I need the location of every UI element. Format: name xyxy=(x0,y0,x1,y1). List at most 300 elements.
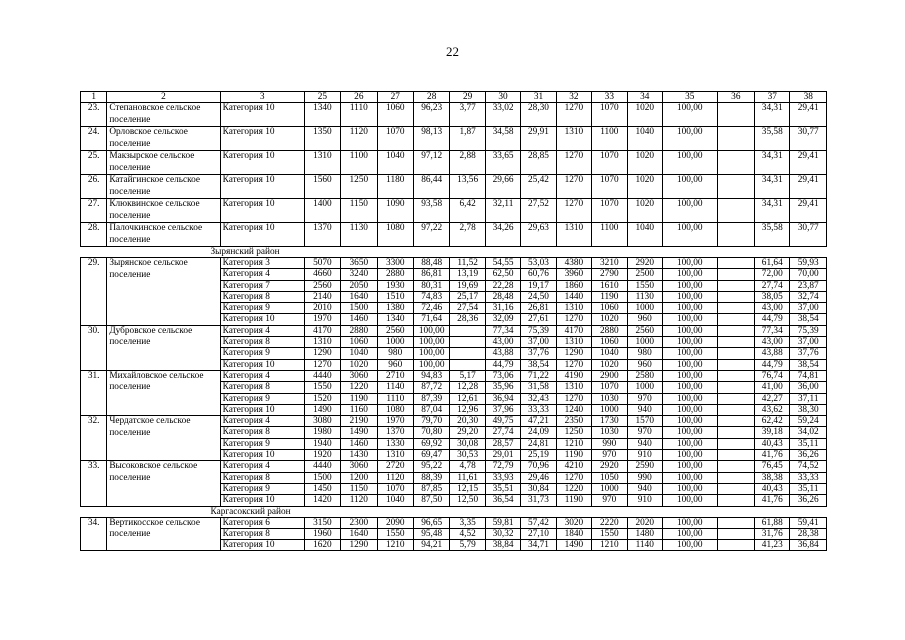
value-cell: 75,39 xyxy=(790,325,827,336)
value-cell: 3060 xyxy=(341,461,377,472)
category-cell: Категория 4 xyxy=(220,416,304,427)
value-cell: 87,85 xyxy=(413,483,449,494)
value-cell: 33,65 xyxy=(485,151,520,175)
value-cell: 1210 xyxy=(556,438,591,449)
value-cell: 100,00 xyxy=(662,393,717,404)
value-cell: 61,64 xyxy=(755,258,790,269)
value-cell: 2560 xyxy=(304,280,340,291)
header-cell: 36 xyxy=(717,92,754,103)
value-cell: 34,31 xyxy=(755,175,790,199)
value-cell: 3960 xyxy=(556,269,591,280)
value-cell: 1460 xyxy=(341,438,377,449)
value-cell: 43,00 xyxy=(485,337,520,348)
value-cell: 1370 xyxy=(377,427,413,438)
value-cell: 11,52 xyxy=(450,258,485,269)
value-cell: 59,24 xyxy=(790,416,827,427)
value-cell: 3020 xyxy=(556,517,591,528)
value-cell: 80,31 xyxy=(413,280,449,291)
value-cell: 1020 xyxy=(627,175,662,199)
value-cell: 74,81 xyxy=(790,370,827,381)
value-cell: 1000 xyxy=(377,337,413,348)
value-cell: 29,46 xyxy=(521,472,556,483)
value-cell: 19,17 xyxy=(521,280,556,291)
value-cell: 1290 xyxy=(556,348,591,359)
value-cell: 70,00 xyxy=(790,269,827,280)
value-cell: 37,76 xyxy=(790,348,827,359)
value-cell: 37,00 xyxy=(790,303,827,314)
value-cell: 940 xyxy=(627,438,662,449)
value-cell: 100,00 xyxy=(662,337,717,348)
value-cell xyxy=(717,450,754,461)
value-cell: 100,00 xyxy=(662,438,717,449)
value-cell: 100,00 xyxy=(662,303,717,314)
value-cell: 1200 xyxy=(341,472,377,483)
value-cell: 1190 xyxy=(592,291,627,302)
value-cell: 3060 xyxy=(341,370,377,381)
value-cell: 72,79 xyxy=(485,461,520,472)
value-cell: 27,74 xyxy=(755,280,790,291)
value-cell: 1270 xyxy=(556,314,591,325)
value-cell: 31,76 xyxy=(755,528,790,539)
value-cell: 43,88 xyxy=(755,348,790,359)
value-cell: 1000 xyxy=(627,382,662,393)
value-cell: 100,00 xyxy=(662,175,717,199)
value-cell: 41,23 xyxy=(755,540,790,551)
value-cell: 100,00 xyxy=(662,495,717,506)
value-cell: 35,58 xyxy=(755,223,790,247)
value-cell: 100,00 xyxy=(662,325,717,336)
header-cell: 26 xyxy=(341,92,377,103)
header-cell: 27 xyxy=(377,92,413,103)
value-cell: 86,81 xyxy=(413,269,449,280)
value-cell: 38,05 xyxy=(755,291,790,302)
value-cell xyxy=(717,258,754,269)
value-cell: 970 xyxy=(592,450,627,461)
value-cell: 87,04 xyxy=(413,404,449,415)
value-cell: 2,78 xyxy=(450,223,485,247)
settlement-name: Михайловское сельское поселение xyxy=(107,370,220,415)
category-cell: Категория 10 xyxy=(220,175,304,199)
value-cell: 1500 xyxy=(304,472,340,483)
value-cell: 1460 xyxy=(341,314,377,325)
value-cell: 1000 xyxy=(592,404,627,415)
category-cell: Категория 10 xyxy=(220,127,304,151)
value-cell: 3210 xyxy=(592,258,627,269)
header-cell: 33 xyxy=(592,92,627,103)
value-cell: 1080 xyxy=(377,223,413,247)
table-row xyxy=(81,325,827,336)
value-cell: 1150 xyxy=(341,199,377,223)
value-cell: 27,54 xyxy=(450,303,485,314)
value-cell: 910 xyxy=(627,495,662,506)
value-cell: 38,84 xyxy=(485,540,520,551)
value-cell: 33,93 xyxy=(485,472,520,483)
settlement-name: Дубровское сельское поселение xyxy=(107,325,220,370)
value-cell: 1030 xyxy=(592,427,627,438)
value-cell: 1290 xyxy=(304,348,340,359)
value-cell: 1440 xyxy=(556,291,591,302)
value-cell: 29,20 xyxy=(450,427,485,438)
value-cell: 34,31 xyxy=(755,103,790,127)
value-cell: 29,41 xyxy=(790,103,827,127)
value-cell: 20,30 xyxy=(450,416,485,427)
value-cell: 1560 xyxy=(304,175,340,199)
value-cell: 1310 xyxy=(377,450,413,461)
value-cell xyxy=(717,382,754,393)
value-cell: 41,76 xyxy=(755,495,790,506)
value-cell: 100,00 xyxy=(662,127,717,151)
header-cell: 29 xyxy=(450,92,485,103)
value-cell xyxy=(717,151,754,175)
value-cell: 28,38 xyxy=(790,528,827,539)
category-cell: Категория 8 xyxy=(220,528,304,539)
value-cell: 30,84 xyxy=(521,483,556,494)
value-cell: 59,41 xyxy=(790,517,827,528)
value-cell: 100,00 xyxy=(662,517,717,528)
value-cell: 37,96 xyxy=(485,404,520,415)
row-number: 32. xyxy=(81,416,107,461)
value-cell: 43,00 xyxy=(755,303,790,314)
value-cell xyxy=(717,314,754,325)
value-cell: 1020 xyxy=(592,359,627,370)
value-cell: 93,58 xyxy=(413,199,449,223)
value-cell: 12,15 xyxy=(450,483,485,494)
value-cell: 47,21 xyxy=(521,416,556,427)
value-cell: 1190 xyxy=(556,450,591,461)
category-cell: Категория 9 xyxy=(220,483,304,494)
settlement-name: Высоковское сельское поселение xyxy=(107,461,220,506)
value-cell: 1050 xyxy=(592,472,627,483)
value-cell: 2880 xyxy=(377,269,413,280)
category-cell: Категория 9 xyxy=(220,303,304,314)
value-cell: 2140 xyxy=(304,291,340,302)
value-cell: 44,79 xyxy=(485,359,520,370)
value-cell: 1250 xyxy=(341,175,377,199)
category-cell: Категория 8 xyxy=(220,472,304,483)
category-cell: Категория 9 xyxy=(220,348,304,359)
value-cell: 76,74 xyxy=(755,370,790,381)
value-cell: 40,43 xyxy=(755,438,790,449)
value-cell: 1520 xyxy=(304,393,340,404)
category-cell: Категория 10 xyxy=(220,223,304,247)
value-cell: 31,16 xyxy=(485,303,520,314)
header-cell: 2 xyxy=(107,92,220,103)
value-cell: 25,19 xyxy=(521,450,556,461)
value-cell: 60,76 xyxy=(521,269,556,280)
value-cell: 1020 xyxy=(592,314,627,325)
row-number: 31. xyxy=(81,370,107,415)
header-cell: 28 xyxy=(413,92,449,103)
category-cell: Категория 10 xyxy=(220,199,304,223)
table-row xyxy=(81,258,827,269)
value-cell: 29,66 xyxy=(485,175,520,199)
table-row xyxy=(81,416,827,427)
value-cell xyxy=(717,348,754,359)
header-cell: 38 xyxy=(790,92,827,103)
value-cell: 73,06 xyxy=(485,370,520,381)
value-cell: 100,00 xyxy=(413,348,449,359)
row-number: 27. xyxy=(81,199,107,223)
category-cell: Категория 10 xyxy=(220,314,304,325)
value-cell xyxy=(717,427,754,438)
value-cell: 4170 xyxy=(556,325,591,336)
category-cell: Категория 8 xyxy=(220,427,304,438)
value-cell: 1070 xyxy=(592,199,627,223)
category-cell: Категория 4 xyxy=(220,269,304,280)
value-cell xyxy=(717,404,754,415)
value-cell: 1430 xyxy=(341,450,377,461)
value-cell xyxy=(450,325,485,336)
row-number: 33. xyxy=(81,461,107,506)
value-cell: 59,93 xyxy=(790,258,827,269)
category-cell: Категория 8 xyxy=(220,337,304,348)
value-cell: 1310 xyxy=(304,337,340,348)
value-cell: 1130 xyxy=(341,223,377,247)
value-cell: 100,00 xyxy=(662,199,717,223)
settlement-name: Катайгинское сельское поселение xyxy=(107,175,220,199)
value-cell: 100,00 xyxy=(662,348,717,359)
value-cell: 35,96 xyxy=(485,382,520,393)
value-cell: 1060 xyxy=(592,337,627,348)
value-cell: 1270 xyxy=(304,359,340,370)
table-row xyxy=(81,370,827,381)
value-cell: 990 xyxy=(627,472,662,483)
value-cell: 62,50 xyxy=(485,269,520,280)
value-cell: 33,02 xyxy=(485,103,520,127)
value-cell: 1070 xyxy=(592,103,627,127)
value-cell: 25,42 xyxy=(521,175,556,199)
value-cell: 41,00 xyxy=(755,382,790,393)
value-cell: 29,41 xyxy=(790,151,827,175)
region-label: Каргасокский район xyxy=(81,506,827,517)
value-cell: 1310 xyxy=(556,223,591,247)
value-cell: 4,52 xyxy=(450,528,485,539)
value-cell: 2590 xyxy=(627,461,662,472)
settlement-name: Степановское сельское поселение xyxy=(107,103,220,127)
value-cell: 1380 xyxy=(377,303,413,314)
value-cell: 1000 xyxy=(627,303,662,314)
value-cell xyxy=(717,103,754,127)
value-cell: 30,08 xyxy=(450,438,485,449)
value-cell: 72,46 xyxy=(413,303,449,314)
value-cell: 34,58 xyxy=(485,127,520,151)
value-cell: 1480 xyxy=(627,528,662,539)
value-cell: 1400 xyxy=(304,199,340,223)
value-cell: 71,64 xyxy=(413,314,449,325)
region-row xyxy=(81,506,827,517)
category-cell: Категория 8 xyxy=(220,382,304,393)
value-cell: 1610 xyxy=(592,280,627,291)
value-cell: 100,00 xyxy=(413,359,449,370)
row-number: 30. xyxy=(81,325,107,370)
category-cell: Категория 10 xyxy=(220,540,304,551)
value-cell: 960 xyxy=(627,359,662,370)
value-cell: 38,54 xyxy=(790,359,827,370)
value-cell: 1040 xyxy=(377,151,413,175)
value-cell: 31,58 xyxy=(521,382,556,393)
value-cell: 1,87 xyxy=(450,127,485,151)
value-cell: 35,58 xyxy=(755,127,790,151)
value-cell: 25,17 xyxy=(450,291,485,302)
value-cell: 1030 xyxy=(592,393,627,404)
value-cell: 1070 xyxy=(377,483,413,494)
value-cell: 100,00 xyxy=(662,280,717,291)
value-cell: 44,79 xyxy=(755,359,790,370)
value-cell: 1220 xyxy=(556,483,591,494)
value-cell: 1510 xyxy=(377,291,413,302)
value-cell: 1310 xyxy=(556,337,591,348)
value-cell: 4190 xyxy=(556,370,591,381)
value-cell xyxy=(717,540,754,551)
row-number: 23. xyxy=(81,103,107,127)
category-cell: Категория 9 xyxy=(220,438,304,449)
value-cell: 22,28 xyxy=(485,280,520,291)
value-cell: 1550 xyxy=(592,528,627,539)
value-cell: 40,43 xyxy=(755,483,790,494)
value-cell: 43,62 xyxy=(755,404,790,415)
value-cell: 2560 xyxy=(627,325,662,336)
value-cell: 100,00 xyxy=(662,450,717,461)
value-cell: 1040 xyxy=(627,127,662,151)
value-cell: 1270 xyxy=(556,175,591,199)
value-cell: 87,72 xyxy=(413,382,449,393)
value-cell: 59,81 xyxy=(485,517,520,528)
value-cell: 2020 xyxy=(627,517,662,528)
value-cell: 1340 xyxy=(304,103,340,127)
value-cell: 100,00 xyxy=(662,103,717,127)
table-row xyxy=(81,127,827,151)
value-cell: 2900 xyxy=(592,370,627,381)
value-cell: 4210 xyxy=(556,461,591,472)
value-cell: 1000 xyxy=(592,483,627,494)
value-cell: 36,84 xyxy=(790,540,827,551)
value-cell xyxy=(717,303,754,314)
value-cell xyxy=(717,517,754,528)
value-cell: 1140 xyxy=(377,382,413,393)
value-cell: 1150 xyxy=(341,483,377,494)
header-cell: 35 xyxy=(662,92,717,103)
value-cell: 100,00 xyxy=(662,382,717,393)
value-cell: 5070 xyxy=(304,258,340,269)
value-cell: 57,42 xyxy=(521,517,556,528)
value-cell: 970 xyxy=(627,427,662,438)
value-cell: 1270 xyxy=(556,151,591,175)
category-cell: Категория 10 xyxy=(220,151,304,175)
value-cell: 70,96 xyxy=(521,461,556,472)
value-cell: 1120 xyxy=(377,472,413,483)
value-cell: 34,31 xyxy=(755,151,790,175)
value-cell: 86,44 xyxy=(413,175,449,199)
value-cell: 1290 xyxy=(341,540,377,551)
value-cell: 100,00 xyxy=(662,461,717,472)
value-cell: 910 xyxy=(627,450,662,461)
region-label: Зырянский район xyxy=(81,247,827,258)
value-cell: 29,63 xyxy=(521,223,556,247)
value-cell: 38,30 xyxy=(790,404,827,415)
value-cell: 1270 xyxy=(556,103,591,127)
value-cell: 1940 xyxy=(304,438,340,449)
category-cell: Категория 10 xyxy=(220,495,304,506)
value-cell: 1090 xyxy=(377,199,413,223)
value-cell: 1060 xyxy=(341,337,377,348)
value-cell: 100,00 xyxy=(662,404,717,415)
value-cell: 100,00 xyxy=(662,151,717,175)
value-cell: 1340 xyxy=(377,314,413,325)
value-cell: 34,02 xyxy=(790,427,827,438)
value-cell: 1620 xyxy=(304,540,340,551)
value-cell: 72,00 xyxy=(755,269,790,280)
value-cell: 1350 xyxy=(304,127,340,151)
value-cell: 1080 xyxy=(377,404,413,415)
value-cell: 94,21 xyxy=(413,540,449,551)
value-cell: 94,83 xyxy=(413,370,449,381)
value-cell: 29,41 xyxy=(790,175,827,199)
table-row xyxy=(81,103,827,127)
value-cell: 11,61 xyxy=(450,472,485,483)
value-cell: 100,00 xyxy=(662,370,717,381)
value-cell: 1140 xyxy=(627,540,662,551)
page-number: 22 xyxy=(446,44,459,59)
value-cell: 38,54 xyxy=(521,359,556,370)
value-cell: 36,54 xyxy=(485,495,520,506)
value-cell: 1270 xyxy=(556,199,591,223)
value-cell: 36,00 xyxy=(790,382,827,393)
value-cell: 74,83 xyxy=(413,291,449,302)
header-row xyxy=(81,92,827,103)
value-cell: 35,11 xyxy=(790,438,827,449)
value-cell: 28,85 xyxy=(521,151,556,175)
category-cell: Категория 10 xyxy=(220,359,304,370)
value-cell: 36,94 xyxy=(485,393,520,404)
value-cell xyxy=(717,528,754,539)
category-cell: Категория 3 xyxy=(220,258,304,269)
value-cell xyxy=(717,280,754,291)
value-cell: 96,65 xyxy=(413,517,449,528)
value-cell: 77,34 xyxy=(755,325,790,336)
header-cell: 3 xyxy=(220,92,304,103)
value-cell: 95,22 xyxy=(413,461,449,472)
value-cell: 1190 xyxy=(341,393,377,404)
value-cell: 76,45 xyxy=(755,461,790,472)
tariff-table xyxy=(80,91,827,551)
value-cell: 69,92 xyxy=(413,438,449,449)
category-cell: Категория 4 xyxy=(220,370,304,381)
value-cell: 41,76 xyxy=(755,450,790,461)
value-cell: 24,50 xyxy=(521,291,556,302)
value-cell: 1840 xyxy=(556,528,591,539)
value-cell: 1490 xyxy=(341,427,377,438)
value-cell: 100,00 xyxy=(662,359,717,370)
value-cell: 30,32 xyxy=(485,528,520,539)
value-cell: 2,88 xyxy=(450,151,485,175)
value-cell: 970 xyxy=(627,393,662,404)
value-cell: 37,76 xyxy=(521,348,556,359)
category-cell: Категория 7 xyxy=(220,280,304,291)
value-cell: 29,41 xyxy=(790,199,827,223)
value-cell: 100,00 xyxy=(662,472,717,483)
value-cell: 13,56 xyxy=(450,175,485,199)
value-cell: 2090 xyxy=(377,517,413,528)
value-cell: 1420 xyxy=(304,495,340,506)
settlement-name: Орловское сельское поселение xyxy=(107,127,220,151)
value-cell: 100,00 xyxy=(662,269,717,280)
value-cell: 1270 xyxy=(556,393,591,404)
value-cell: 28,57 xyxy=(485,438,520,449)
value-cell: 39,18 xyxy=(755,427,790,438)
value-cell: 2920 xyxy=(592,461,627,472)
value-cell: 1110 xyxy=(377,393,413,404)
value-cell: 1370 xyxy=(304,223,340,247)
